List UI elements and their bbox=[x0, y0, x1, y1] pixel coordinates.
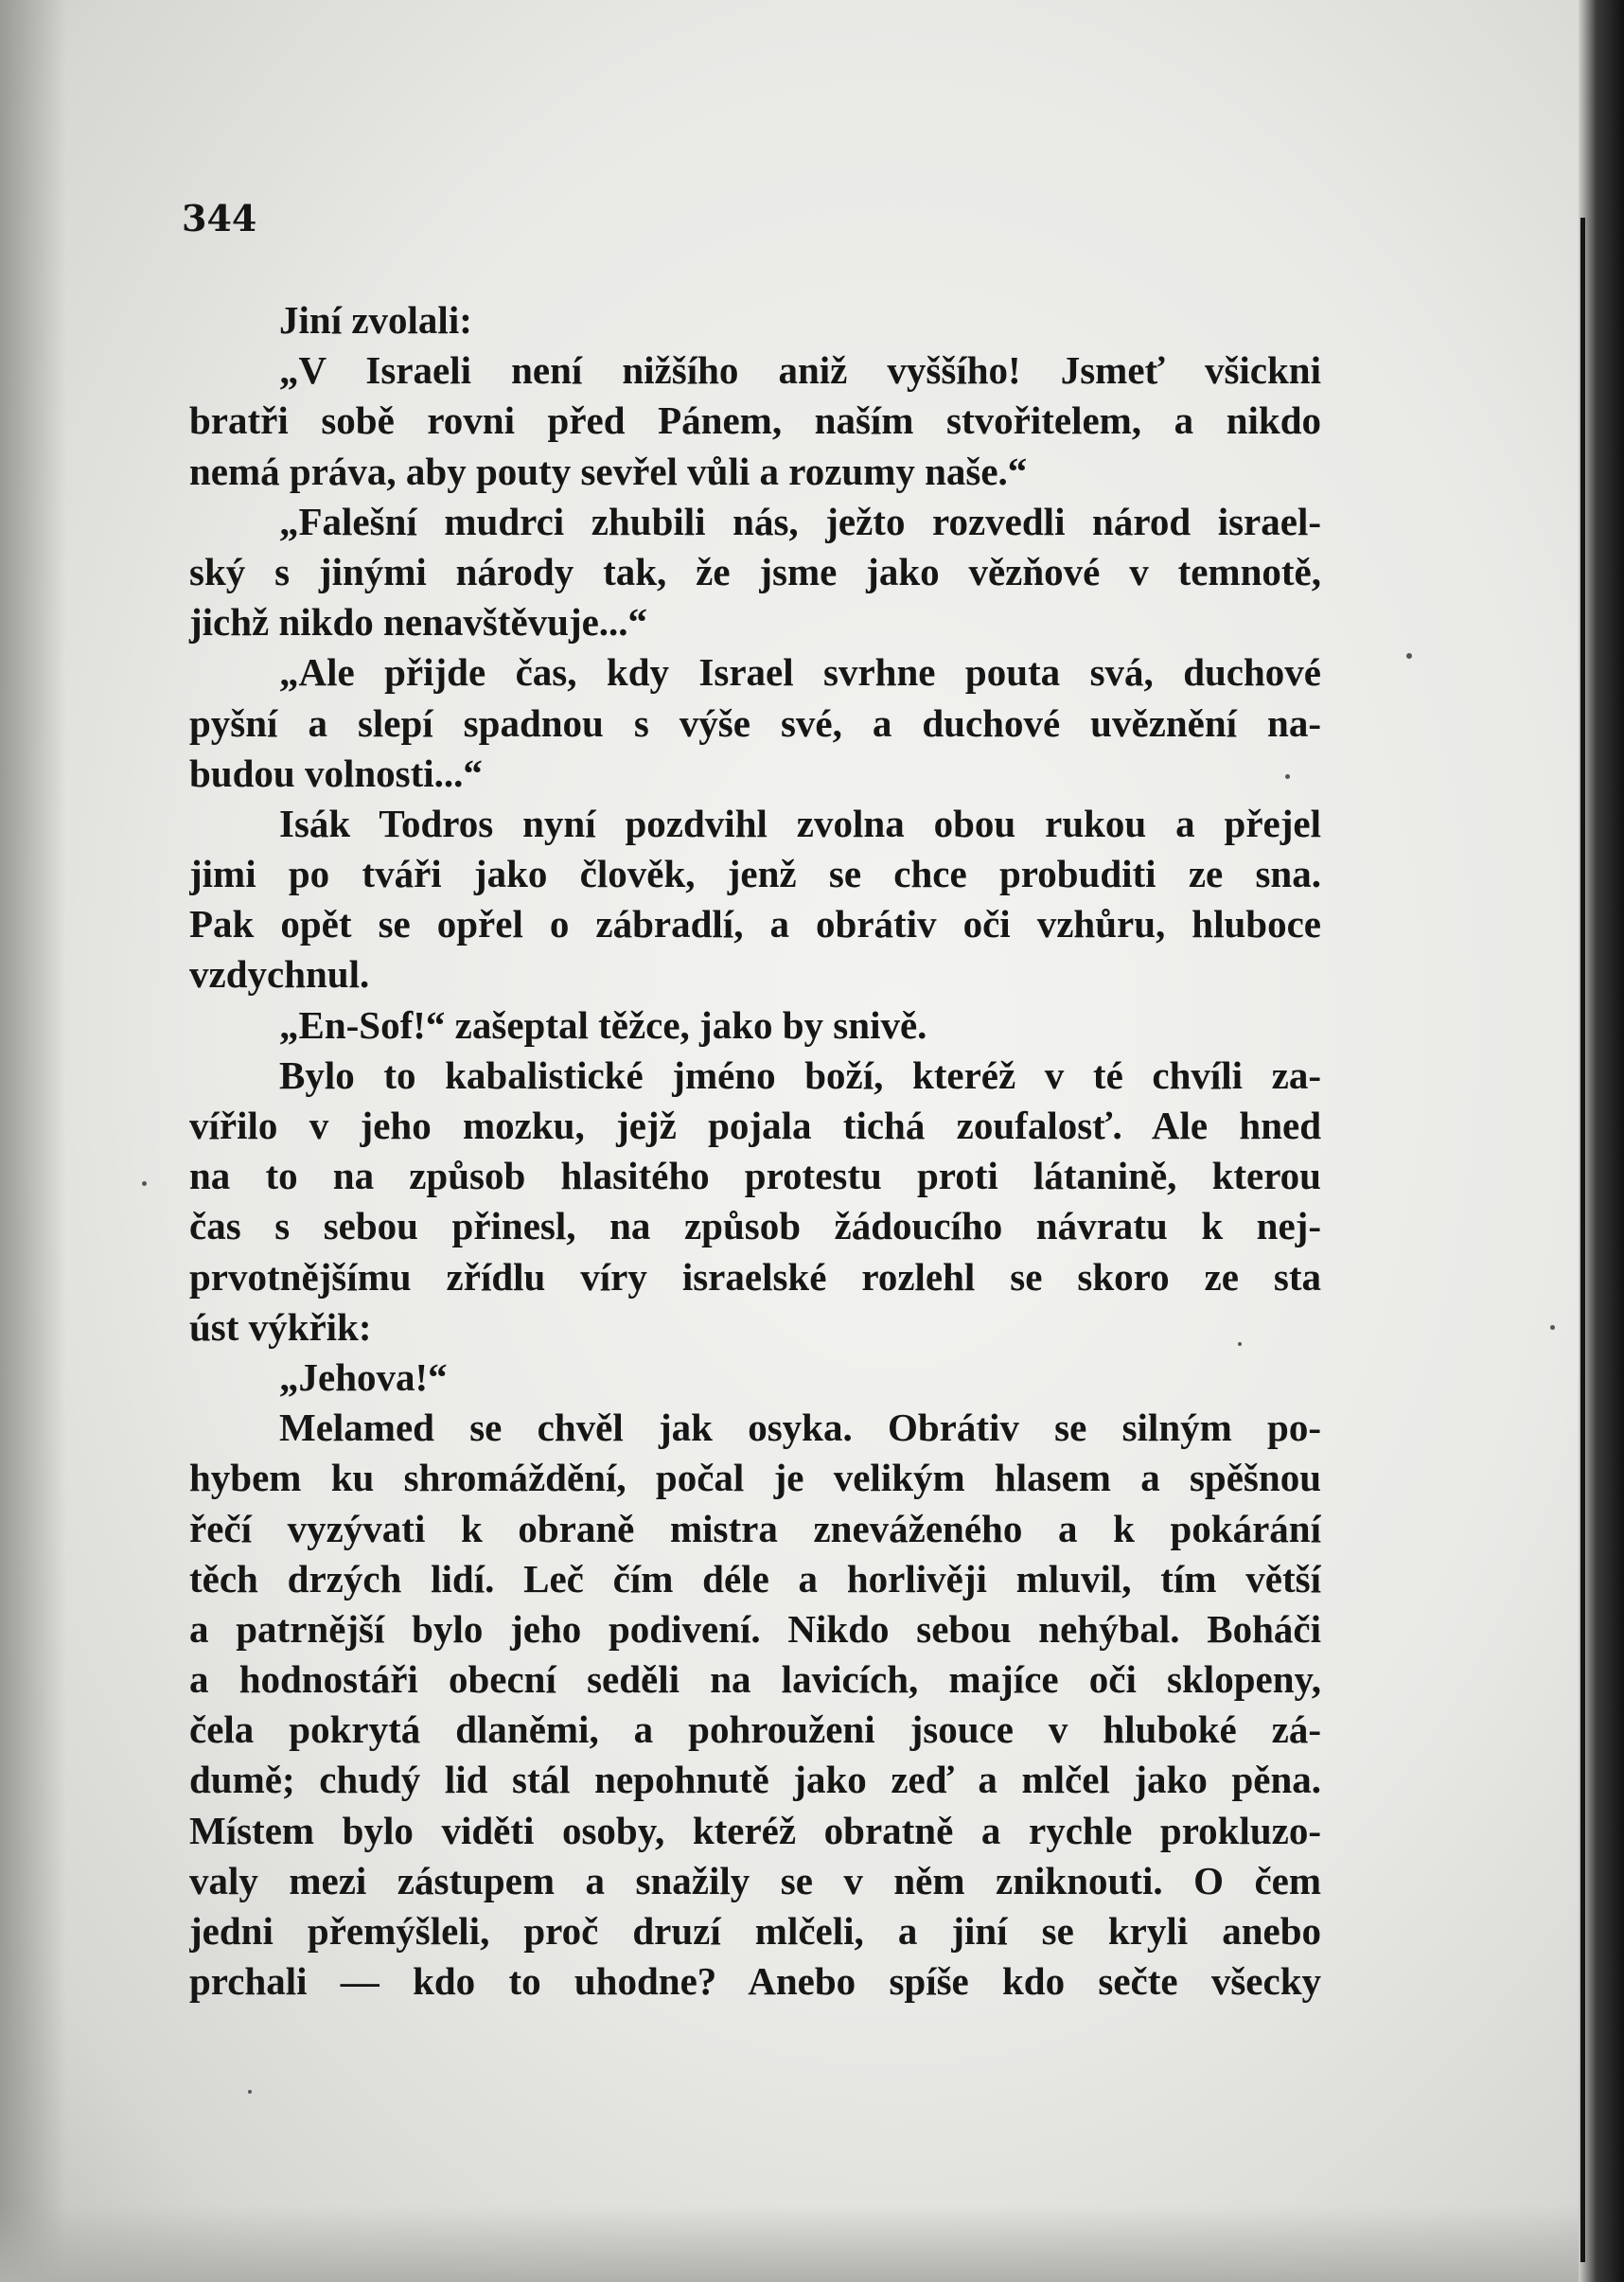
text-line: Melamed se chvěl jak osyka. Obrátiv se silným po- bbox=[279, 1406, 1321, 1450]
text-line: jedni přemýšleli, proč druzí mlčeli, a jiní se kryli anebo bbox=[189, 1909, 1321, 1953]
text-line: budou volnosti...“ bbox=[189, 751, 483, 795]
text-line: čela pokrytá dlaněmi, a pohrouženi jsouce v hluboké zá- bbox=[189, 1707, 1321, 1752]
text-line: těch drzých lidí. Leč čím déle a horlivěji mluvil, tím větší bbox=[189, 1556, 1321, 1601]
text-line: valy mezi zástupem a snažily se v něm zniknouti. O čem bbox=[189, 1858, 1321, 1902]
text-line: jichž nikdo nenavštěvuje...“ bbox=[189, 600, 648, 645]
text-line: prvotnějšímu zřídlu víry israelské rozlehl se skoro ze sta bbox=[189, 1254, 1321, 1299]
text-line: jimi po tváři jako člověk, jenž se chce probuditi ze sna. bbox=[189, 852, 1321, 896]
text-line: Isák Todros nyní pozdvihl zvolna obou rukou a přejel bbox=[279, 801, 1321, 845]
text-line: řečí vyzývati k obraně mistra zneváženého a k pokárání bbox=[189, 1506, 1321, 1550]
text-line: Bylo to kabalistické jméno boží, kteréž v té chvíli za- bbox=[279, 1053, 1321, 1097]
text-line: „Ale přijde čas, kdy Israel svrhne pouta svá, duchové bbox=[279, 650, 1321, 695]
text-line: čas s sebou přinesl, na způsob žádoucího návratu k nej- bbox=[189, 1204, 1321, 1248]
text-line: „Falešní mudrci zhubili nás, ježto rozvedli národ israel- bbox=[279, 499, 1321, 543]
text-line: na to na způsob hlasitého protestu proti látanině, kterou bbox=[189, 1154, 1321, 1198]
scan-right-edge bbox=[1579, 0, 1624, 2282]
text-line: a patrnější bylo jeho podivení. Nikdo sebou nehýbal. Boháči bbox=[189, 1606, 1321, 1651]
scan-speck bbox=[248, 2090, 252, 2094]
text-line: úst výkřik: bbox=[189, 1304, 372, 1349]
text-line: vzdychnul. bbox=[189, 952, 370, 997]
text-line: pyšní a slepí spadnou s výše své, a duchové uvěznění na- bbox=[189, 700, 1321, 745]
text-line: „Jehova!“ bbox=[279, 1354, 448, 1399]
text-line: ský s jinými národy tak, že jsme jako vězňové v temnotě, bbox=[189, 549, 1321, 593]
text-line: Místem bylo viděti osoby, kteréž obratně a rychle prokluzo- bbox=[189, 1808, 1321, 1852]
text-line: nemá práva, aby pouty sevřel vůli a rozumy naše.“ bbox=[189, 449, 1028, 493]
text-line: hybem ku shromáždění, počal je velikým hlasem a spěšnou bbox=[189, 1456, 1321, 1500]
text-line: Jiní zvolali: bbox=[279, 298, 472, 342]
scan-bottom-shadow bbox=[0, 2205, 1624, 2282]
text-line: Pak opět se opřel o zábradlí, a obrátiv oči vzhůru, hluboce bbox=[189, 902, 1321, 946]
scan-speck bbox=[142, 1181, 147, 1186]
text-line: „V Israeli není nižšího aniž vyššího! Jsmeť všickni bbox=[279, 348, 1321, 393]
text-line: „En-Sof!“ zašeptal těžce, jako by snivě. bbox=[279, 1002, 927, 1047]
scan-left-shadow bbox=[0, 0, 66, 2282]
text-line: bratři sobě rovni před Pánem, naším stvořitelem, a nikdo bbox=[189, 398, 1321, 443]
body-text bbox=[189, 295, 1321, 2007]
page-number: 344 bbox=[182, 197, 257, 239]
book-spine-line bbox=[1580, 218, 1585, 2262]
text-line: prchali — kdo to uhodne? Anebo spíše kdo sečte všecky bbox=[189, 1959, 1321, 2004]
scan-speck bbox=[1406, 653, 1412, 659]
text-line: dumě; chudý lid stál nepohnutě jako zeď a mlčel jako pěna. bbox=[189, 1758, 1321, 1802]
text-line: a hodnostáři obecní seděli na lavicích, majíce oči sklopeny, bbox=[189, 1657, 1321, 1702]
scan-speck bbox=[1550, 1325, 1555, 1330]
text-line: vířilo v jeho mozku, jejž pojala tichá zoufalosť. Ale hned bbox=[189, 1104, 1321, 1147]
